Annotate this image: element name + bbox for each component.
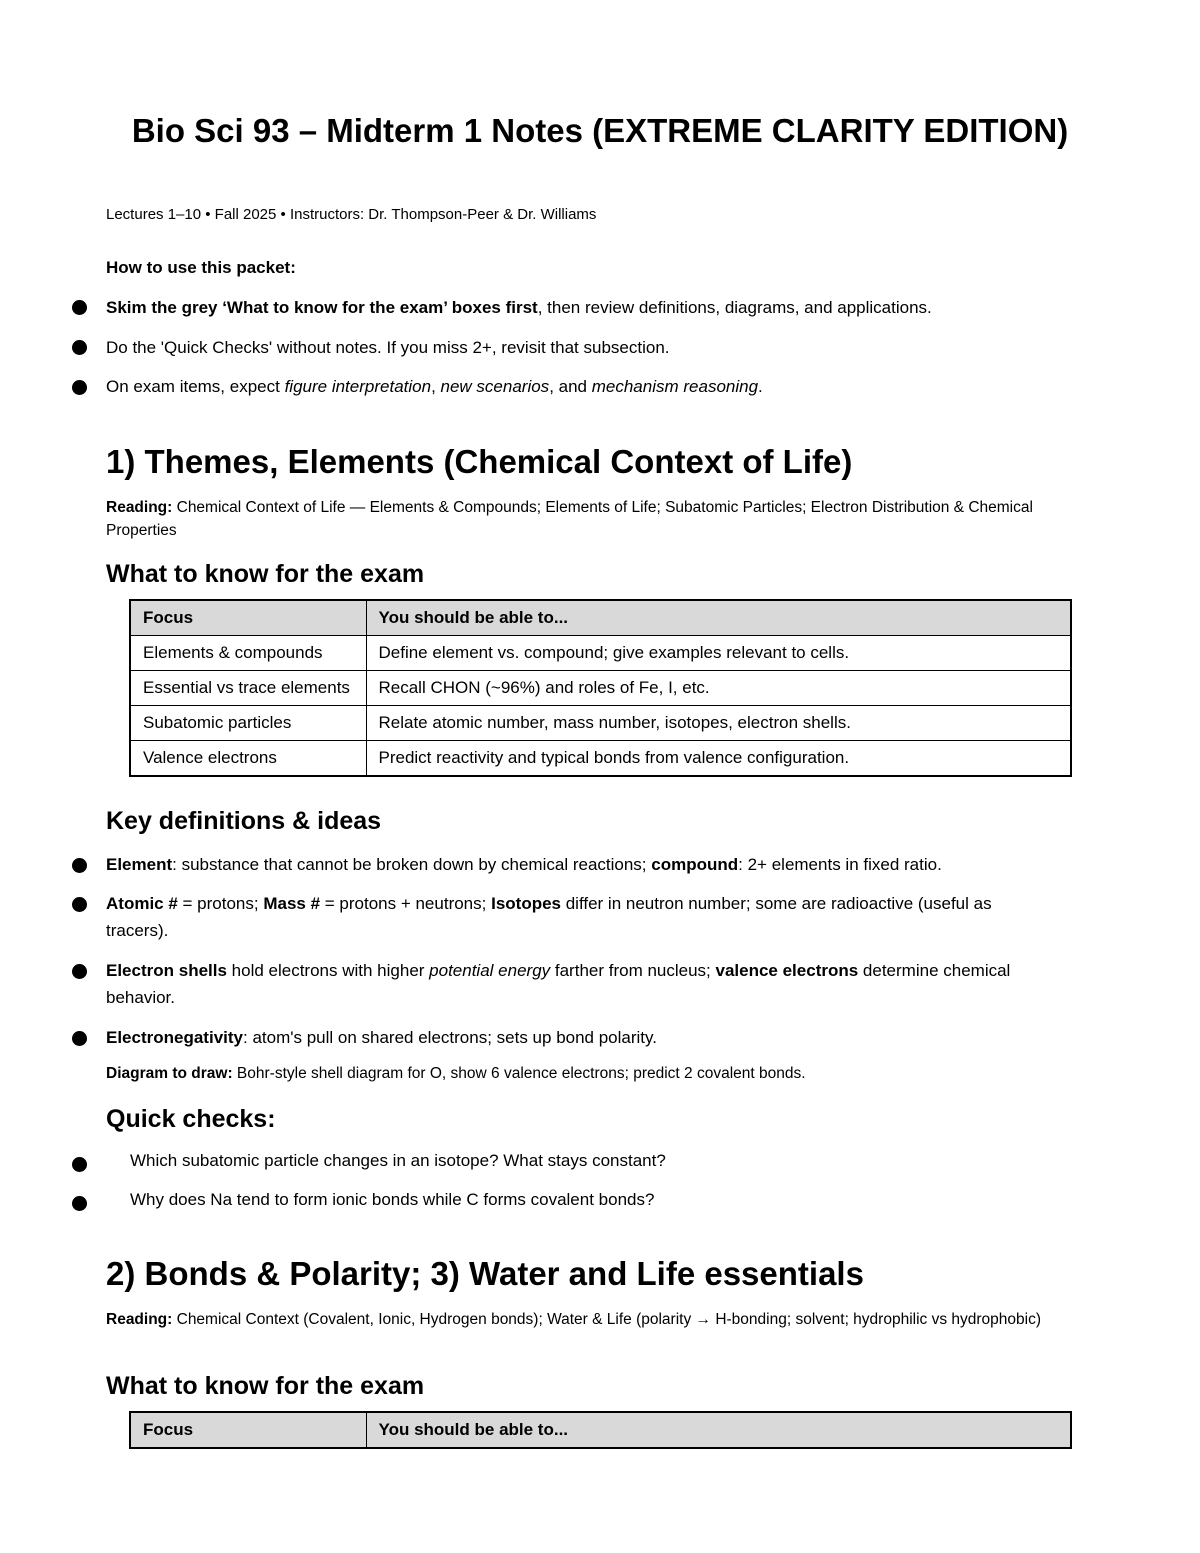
table-row bbox=[130, 706, 1071, 741]
quick-checks-heading: Quick checks: bbox=[106, 1105, 276, 1133]
bullet-icon bbox=[72, 380, 87, 395]
section-1-focus-table bbox=[129, 599, 1072, 777]
key-definitions-heading: Key definitions & ideas bbox=[106, 807, 382, 835]
bullet-icon bbox=[72, 964, 87, 979]
section-2-know-heading: What to know for the exam bbox=[106, 1372, 425, 1400]
table-row bbox=[130, 671, 1071, 706]
section-2-reading: Reading: Chemical Context (Covalent, Ionic, Hydrogen bonds); Water & Life (polarity → H-bonding; solvent; hydrophilic vs hydrophobic) bbox=[106, 1311, 1042, 1328]
howto-item-1: Skim the grey ‘What to know for the exam’ boxes first, then review definitions, diagrams, and applications. bbox=[106, 298, 932, 317]
definition-item: Atomic # = protons; Mass # = protons + neutrons; Isotopes differ in neutron number; some are radioactive (useful as tracers). bbox=[106, 894, 992, 940]
howto-heading: How to use this packet: bbox=[106, 258, 296, 277]
howto-item-3: On exam items, expect figure interpretation, new scenarios, and mechanism reasoning. bbox=[106, 377, 763, 396]
section-1-reading: Reading: Chemical Context of Life — Elements & Compounds; Elements of Life; Subatomic Particles; Electron Distribution & Chemical Properties bbox=[106, 499, 1033, 539]
table-row bbox=[130, 636, 1071, 671]
table-header-row bbox=[130, 1412, 1071, 1448]
quick-check-item: Which subatomic particle changes in an isotope? What stays constant? bbox=[130, 1151, 666, 1170]
quick-check-item: Why does Na tend to form ionic bonds while C forms covalent bonds? bbox=[130, 1190, 655, 1209]
definition-item: Electron shells hold electrons with higher potential energy farther from nucleus; valence electrons determine chemical behavior. bbox=[106, 961, 1011, 1007]
table-row bbox=[130, 741, 1071, 777]
bullet-icon bbox=[72, 340, 87, 355]
bullet-icon bbox=[72, 897, 87, 912]
table-header-able: You should be able to... bbox=[366, 1412, 1071, 1448]
table-cell: Essential vs trace elements bbox=[130, 671, 366, 706]
definition-item: Electronegativity: atom's pull on shared electrons; sets up bond polarity. bbox=[106, 1028, 657, 1047]
bullet-icon bbox=[72, 1157, 87, 1172]
table-header-row bbox=[130, 600, 1071, 636]
table-cell: Predict reactivity and typical bonds from valence configuration. bbox=[366, 741, 1071, 777]
section-1-know-heading: What to know for the exam bbox=[106, 560, 425, 588]
bullet-icon bbox=[72, 300, 87, 315]
bullet-icon bbox=[72, 1031, 87, 1046]
bullet-icon bbox=[72, 1196, 87, 1211]
table-cell: Subatomic particles bbox=[130, 706, 366, 741]
table-header-able: You should be able to... bbox=[366, 600, 1071, 636]
section-2-focus-table bbox=[129, 1411, 1072, 1449]
table-cell: Relate atomic number, mass number, isotopes, electron shells. bbox=[366, 706, 1071, 741]
table-cell: Valence electrons bbox=[130, 741, 366, 777]
section-1-heading: 1) Themes, Elements (Chemical Context of Life) bbox=[106, 443, 853, 480]
diagram-instruction: Diagram to draw: Bohr-style shell diagram for O, show 6 valence electrons; predict 2 covalent bonds. bbox=[106, 1065, 806, 1082]
section-2-heading: 2) Bonds & Polarity; 3) Water and Life essentials bbox=[106, 1255, 864, 1292]
course-meta: Lectures 1–10 • Fall 2025 • Instructors: Dr. Thompson-Peer & Dr. Williams bbox=[106, 206, 597, 223]
page-title: Bio Sci 93 – Midterm 1 Notes (EXTREME CLARITY EDITION) bbox=[131, 112, 1069, 149]
table-cell: Define element vs. compound; give examples relevant to cells. bbox=[366, 636, 1071, 671]
table-cell: Recall CHON (~96%) and roles of Fe, I, etc. bbox=[366, 671, 1071, 706]
table-header-focus: Focus bbox=[130, 600, 366, 636]
table-header-focus: Focus bbox=[130, 1412, 366, 1448]
howto-item-2: Do the 'Quick Checks' without notes. If you miss 2+, revisit that subsection. bbox=[106, 338, 670, 357]
definition-item: Element: substance that cannot be broken down by chemical reactions; compound: 2+ elements in fixed ratio. bbox=[106, 855, 942, 874]
table-cell: Elements & compounds bbox=[130, 636, 366, 671]
bullet-icon bbox=[72, 858, 87, 873]
